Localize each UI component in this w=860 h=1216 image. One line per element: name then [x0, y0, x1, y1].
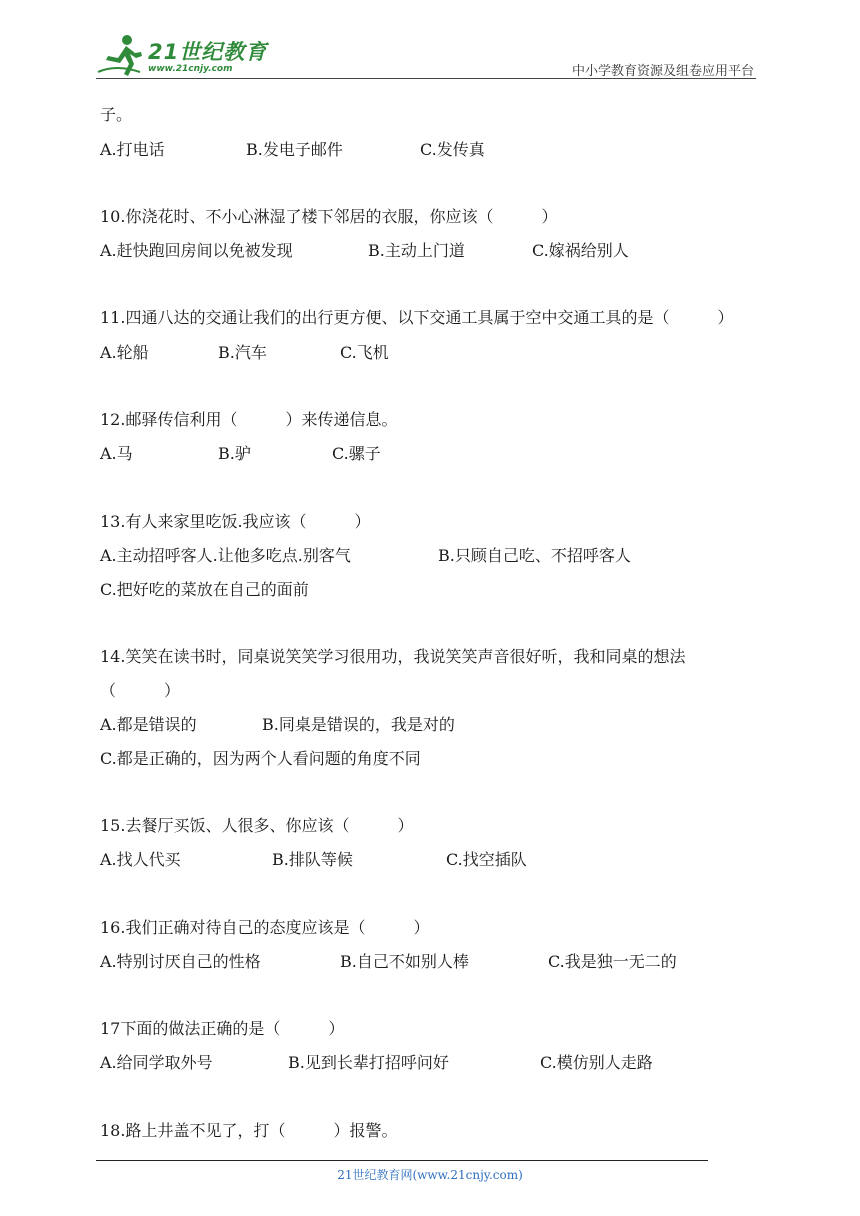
q16-option-c: C.我是独一无二的: [548, 952, 677, 971]
q17-option-a: A.给同学取外号: [100, 1053, 213, 1072]
q11-option-c: C.飞机: [340, 343, 389, 362]
logo-text: 21世纪教育: [148, 40, 268, 64]
header-divider: [96, 78, 756, 79]
q14-option-a: A.都是错误的: [100, 715, 197, 734]
q11-option-a: A.轮船: [100, 343, 149, 362]
q9-option-c: C.发传真: [420, 140, 485, 159]
q12-option-b: B.驴: [218, 444, 251, 463]
footer-link[interactable]: 21世纪教育网(www.21cnjy.com): [337, 1168, 523, 1182]
q12-option-a: A.马: [100, 444, 133, 463]
q9-option-b: B.发电子邮件: [246, 140, 343, 159]
q12-stem: 12.邮驿传信利用（ ）来传递信息。: [100, 410, 398, 429]
q15-option-c: C.找空插队: [446, 850, 527, 869]
q13-option-b: B.只顾自己吃、不招呼客人: [438, 546, 631, 565]
q15-stem: 15.去餐厅买饭、人很多、你应该（ ）: [100, 816, 414, 835]
q15-option-b: B.排队等候: [272, 850, 353, 869]
runner-logo-icon: [96, 34, 148, 78]
q13-stem: 13.有人来家里吃饭.我应该（ ）: [100, 512, 371, 531]
q16-option-b: B.自己不如别人棒: [340, 952, 469, 971]
q9-option-a: A.打电话: [100, 140, 165, 159]
q10-stem: 10.你浇花时、不小心淋湿了楼下邻居的衣服，你应该（ ）: [100, 207, 558, 226]
q17-stem: 17下面的做法正确的是（ ）: [100, 1019, 345, 1038]
q14-option-b: B.同桌是错误的，我是对的: [262, 715, 455, 734]
intro-fragment: 子。: [100, 105, 133, 124]
q11-option-b: B.汽车: [218, 343, 267, 362]
header-tagline: 中小学教育资源及组卷应用平台: [571, 64, 754, 79]
q12-option-c: C.骡子: [332, 444, 381, 463]
footer-divider: [96, 1160, 708, 1161]
q13-option-a: A.主动招呼客人.让他多吃点.别客气: [100, 546, 351, 565]
q14-stem: 14.笑笑在读书时，同桌说笑笑学习很用功，我说笑笑声音很好听，我和同桌的想法: [100, 647, 686, 666]
q14-option-c: C.都是正确的，因为两个人看问题的角度不同: [100, 749, 421, 768]
q11-stem: 11.四通八达的交通让我们的出行更方便、以下交通工具属于空中交通工具的是（ ）: [100, 308, 734, 327]
q16-option-a: A.特别讨厌自己的性格: [100, 952, 261, 971]
q16-stem: 16.我们正确对待自己的态度应该是（ ）: [100, 918, 430, 937]
q15-option-a: A.找人代买: [100, 850, 181, 869]
q18-stem: 18.路上井盖不见了，打（ ）报警。: [100, 1121, 398, 1140]
q14-stem-cont: （ ）: [100, 681, 181, 700]
q10-option-c: C.嫁祸给别人: [532, 241, 629, 260]
q10-option-a: A.赶快跑回房间以免被发现: [100, 241, 293, 260]
q17-option-b: B.见到长辈打招呼问好: [288, 1053, 449, 1072]
logo: [96, 34, 266, 80]
q13-option-c: C.把好吃的菜放在自己的面前: [100, 580, 309, 599]
logo-url: www.21cnjy.com: [148, 64, 233, 74]
page-header: [0, 0, 860, 90]
q17-option-c: C.模仿别人走路: [540, 1053, 653, 1072]
q10-option-b: B.主动上门道: [368, 241, 465, 260]
